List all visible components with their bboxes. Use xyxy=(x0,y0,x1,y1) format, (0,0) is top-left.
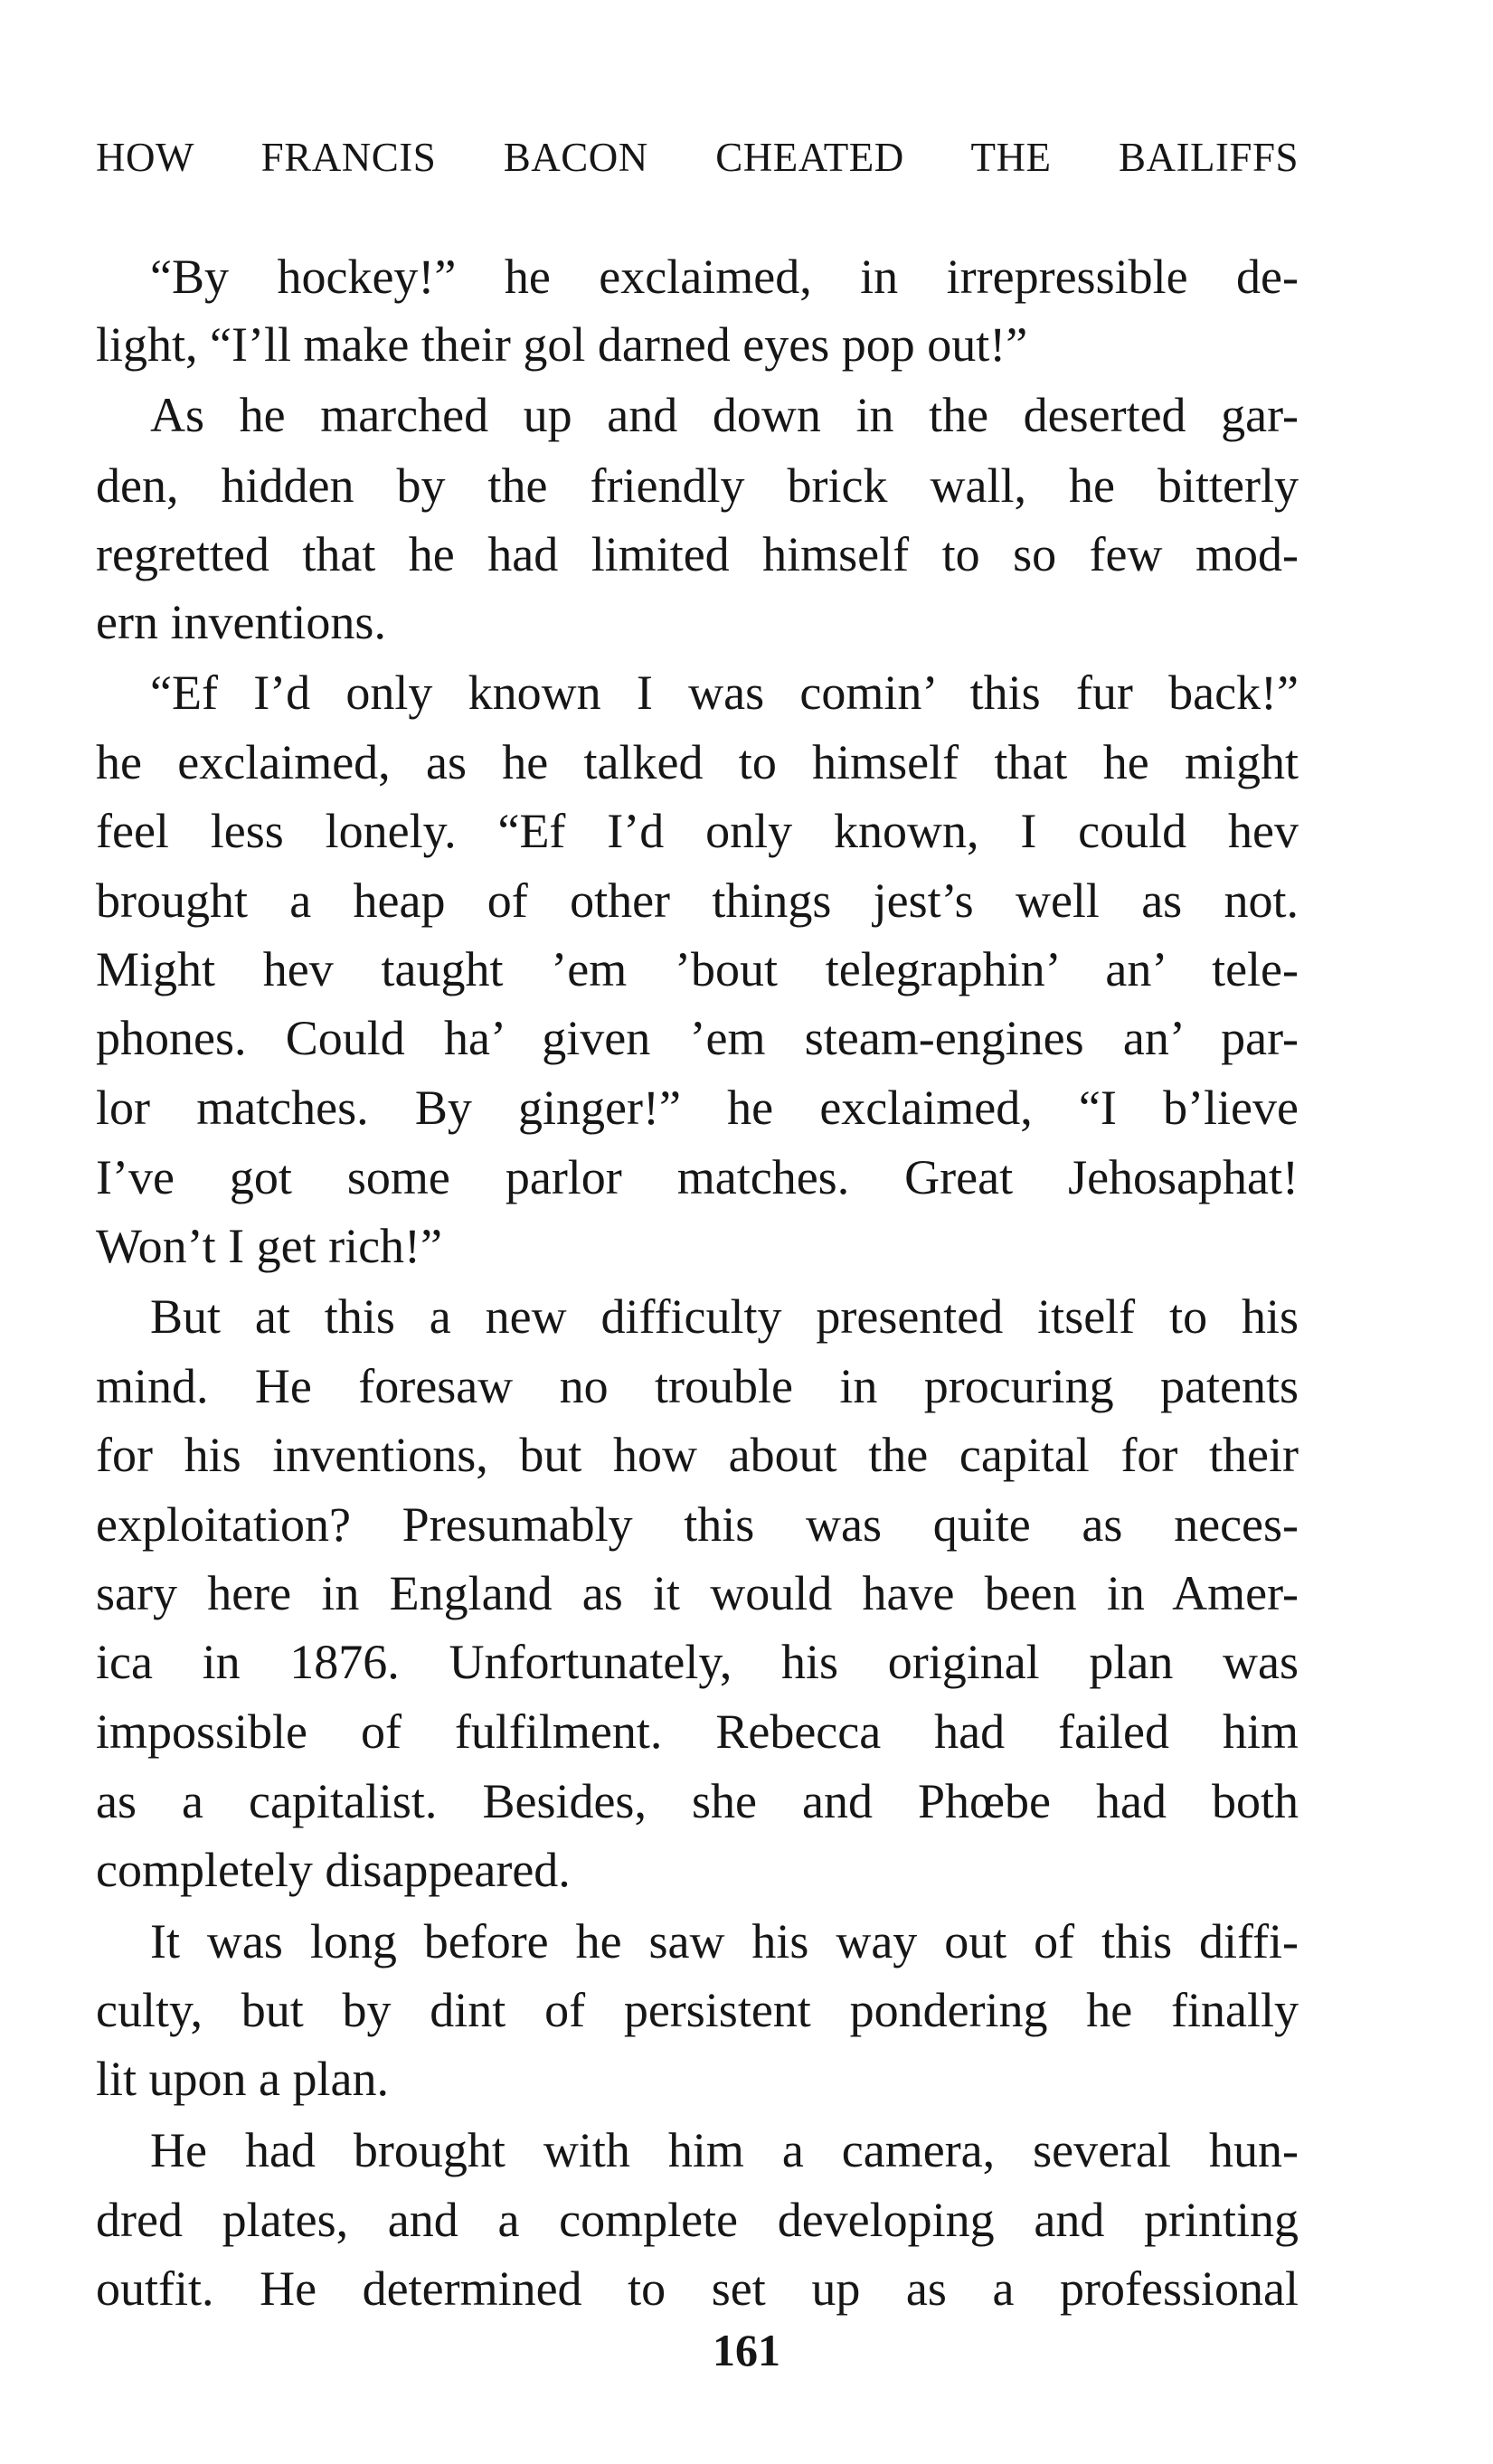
text-line: for his inventions, but how about the capital for their xyxy=(96,1428,1299,1482)
text-line: impossible of fulfilment. Rebecca had failed him xyxy=(96,1704,1299,1759)
text-line: regretted that he had limited himself to so few mod- xyxy=(96,527,1299,581)
text-line: It was long before he saw his way out of this diffi- xyxy=(150,1914,1299,1968)
text-line: light, “I’ll make their gol darned eyes pop out!” xyxy=(96,317,1028,372)
text-line: mind. He foresaw no trouble in procuring patents xyxy=(96,1359,1299,1413)
text-line: ern inventions. xyxy=(96,595,386,649)
text-line: phones. Could ha’ given ’em steam-engines an’ par- xyxy=(96,1011,1299,1065)
page-number: 161 xyxy=(713,2325,780,2375)
text-line: feel less lonely. “Ef I’d only known, I could hev xyxy=(96,804,1299,858)
text-line: “Ef I’d only known I was comin’ this fur back!” xyxy=(150,666,1299,720)
text-line: I’ve got some parlor matches. Great Jehosaphat! xyxy=(96,1150,1299,1204)
running-head: HOW FRANCIS BACON CHEATED THE BAILIFFS xyxy=(96,135,1299,180)
text-line: culty, but by dint of persistent pondering he finally xyxy=(96,1983,1299,2037)
text-line: dred plates, and a complete developing and printing xyxy=(96,2193,1299,2247)
text-line: he exclaimed, as he talked to himself that he might xyxy=(96,735,1299,789)
text-line: But at this a new difficulty presented itself to his xyxy=(150,1289,1299,1344)
text-line: Might hev taught ’em ’bout telegraphin’ an’ tele- xyxy=(96,942,1299,996)
text-line: He had brought with him a camera, several hun- xyxy=(150,2123,1299,2177)
text-line: “By hockey!” he exclaimed, in irrepressible de- xyxy=(150,250,1299,304)
text-line: brought a heap of other things jest’s well as not. xyxy=(96,873,1299,928)
text-line: lor matches. By ginger!” he exclaimed, “I b’lieve xyxy=(96,1081,1299,1135)
text-line: Won’t I get rich!” xyxy=(96,1219,443,1273)
text-line: outfit. He determined to set up as a professional xyxy=(96,2261,1299,2316)
text-line: exploitation? Presumably this was quite as neces- xyxy=(96,1497,1299,1552)
text-line: completely disappeared. xyxy=(96,1843,571,1897)
text-line: sary here in England as it would have been in Amer- xyxy=(96,1566,1299,1620)
text-line: ica in 1876. Unfortunately, his original plan was xyxy=(96,1635,1299,1689)
text-line: den, hidden by the friendly brick wall, he bitterly xyxy=(96,458,1299,513)
text-line: As he marched up and down in the deserted gar- xyxy=(150,388,1299,442)
text-line: as a capitalist. Besides, she and Phœbe had both xyxy=(96,1774,1299,1828)
text-line: lit upon a plan. xyxy=(96,2052,389,2106)
